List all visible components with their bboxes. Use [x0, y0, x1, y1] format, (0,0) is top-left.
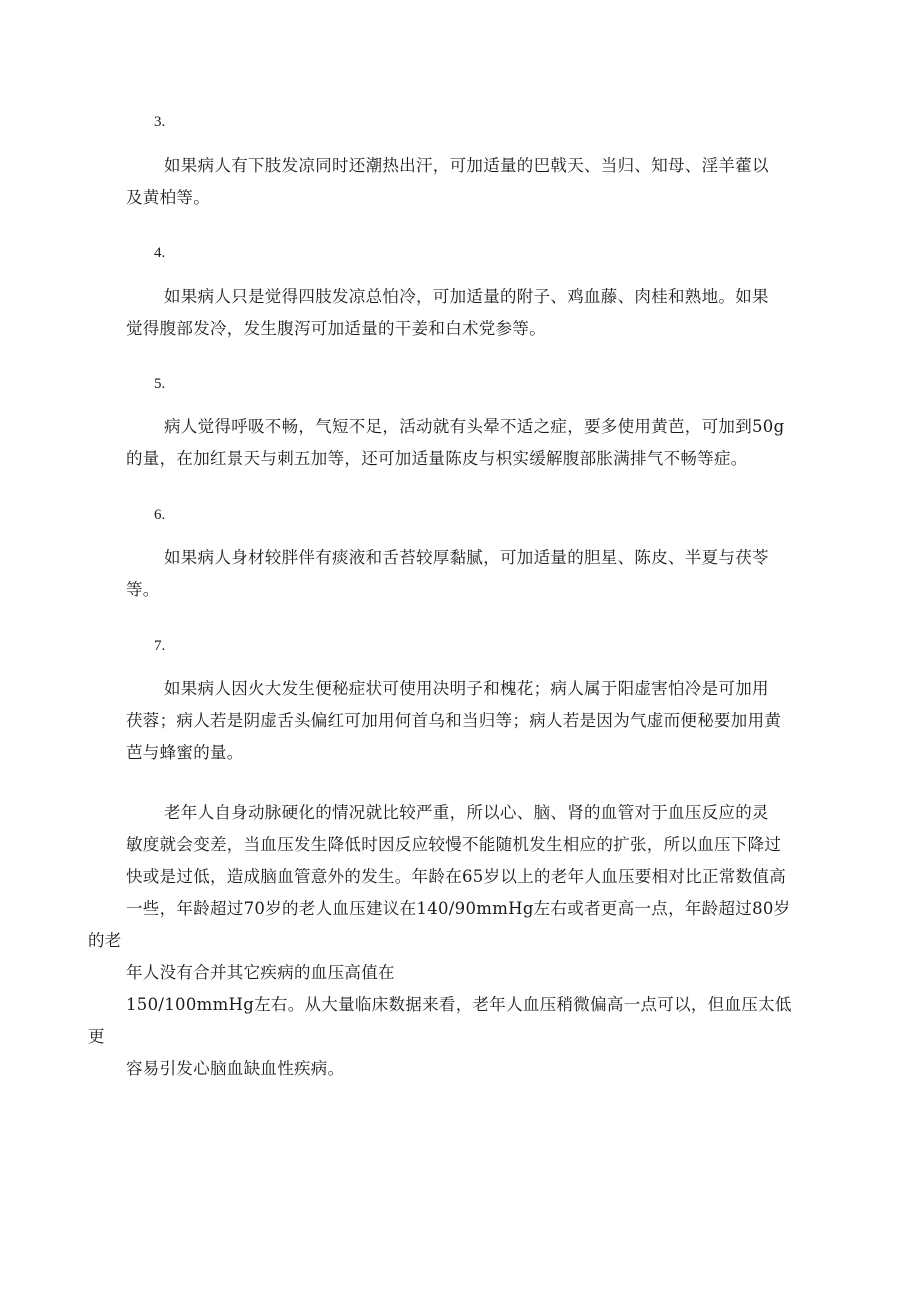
paragraph-line: 一些，年龄超过70岁的老人血压建议在140/90mmHg左右或者更高一点，年龄超过80岁的老 [88, 899, 791, 950]
item-paragraph [126, 673, 796, 769]
paragraph-line: 年人没有合并其它疾病的血压高值在 [126, 963, 395, 982]
item-number: 5. [154, 376, 166, 392]
item-paragraph [126, 281, 796, 345]
paragraph-line: 芭与蜂蜜的量。 [126, 743, 244, 762]
paragraph-line: 茯蓉；病人若是阴虚舌头偏红可加用何首乌和当归等；病人若是因为气虚而便秘要加用黄 [126, 711, 782, 730]
paragraph-line: 病人觉得呼吸不畅，气短不足，活动就有头晕不适之症，要多使用黄芭，可加到50g [164, 417, 785, 436]
paragraph-line: 如果病人身材较胖伴有痰液和舌苔较厚黏腻，可加适量的胆星、陈皮、半夏与茯苓 [164, 548, 769, 567]
item-number: 7. [154, 638, 166, 654]
item-paragraph [126, 542, 796, 606]
item-number: 6. [154, 507, 166, 523]
item-paragraph [126, 411, 796, 475]
item-number: 3. [154, 114, 166, 130]
paragraph-line: 如果病人有下肢发凉同时还潮热出汗，可加适量的巴戟天、当归、知母、淫羊藿以 [164, 156, 769, 175]
paragraph-line: 如果病人只是觉得四肢发凉总怕冷，可加适量的附子、鸡血藤、肉桂和熟地。如果 [164, 287, 769, 306]
item-number: 4. [154, 245, 166, 261]
paragraph-line: 的量，在加红景天与刺五加等，还可加适量陈皮与枳实缓解腹部胀满排气不畅等症。 [126, 449, 748, 468]
item-paragraph [126, 150, 796, 214]
paragraph-line: 如果病人因火大发生便秘症状可使用决明子和槐花；病人属于阳虚害怕冷是可加用 [164, 679, 769, 698]
paragraph-line: 及黄柏等。 [126, 188, 210, 207]
closing-paragraph [88, 797, 796, 1085]
paragraph-line: 容易引发心脑血缺血性疾病。 [126, 1059, 345, 1078]
paragraph-line: 老年人自身动脉硬化的情况就比较严重，所以心、脑、肾的血管对于血压反应的灵 [164, 803, 769, 822]
paragraph-line: 快或是过低，造成脑血管意外的发生。年龄在65岁以上的老年人血压要相对比正常数值高 [126, 867, 786, 886]
paragraph-line: 觉得腹部发冷，发生腹泻可加适量的干姜和白术党参等。 [126, 319, 546, 338]
paragraph-line: 敏度就会变差，当血压发生降低时因反应较慢不能随机发生相应的扩张，所以血压下降过 [126, 835, 782, 854]
paragraph-line: 等。 [126, 580, 160, 599]
paragraph-line: 150/100mmHg左右。从大量临床数据来看，老年人血压稍微偏高一点可以，但血压太低更 [88, 995, 792, 1046]
